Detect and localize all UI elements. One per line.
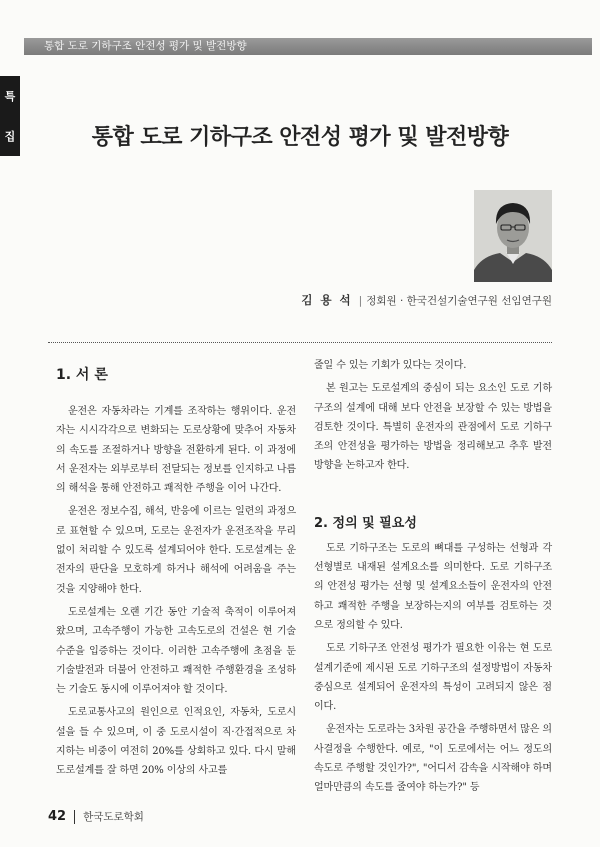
page-title: 통합 도로 기하구조 안전성 평가 및 발전방향 [91, 125, 509, 150]
section-divider [48, 342, 552, 343]
paragraph: 도로 기하구조는 도로의 뼈대를 구성하는 선형과 각 선형별로 내재된 설계요소를 의미한다. 도로 기하구조의 안전성 평가는 선형 및 설계요소들이 운전자의 안전하고 쾌적한 주행을 보장하는지의 여부를 검토하는 것으로 정의할 수 있다. [314, 542, 552, 631]
footer-divider [74, 810, 75, 824]
page-footer [48, 809, 144, 824]
portrait-icon [474, 190, 552, 282]
author-name: 김 용 석 [301, 293, 353, 307]
left-column [56, 356, 296, 785]
paragraph: 운전자는 도로라는 3차원 공간을 주행하면서 많은 의사결정을 수행한다. 예로, "이 도로에서는 어느 정도의 속도로 주행할 것인가?", "어디서 감속을 시작해야 하며 얼마만큼의 속도를 줄여야 하는가?" 등 [314, 724, 552, 794]
section-heading-introduction: 1. 서 론 [56, 367, 108, 383]
publisher-name: 한국도로학회 [83, 811, 144, 823]
paragraph: 도로교통사고의 원인으로 인적요인, 자동차, 도로시설을 들 수 있으며, 이 중 도로시설이 직·간접적으로 차지하는 비중이 여전히 20%를 상회하고 있다. 다시 말해 도로설계를 잘 하면 20% 이상의 사고를 [56, 707, 296, 777]
right-column [314, 356, 552, 802]
byline-divider: | [358, 295, 363, 307]
author-byline [301, 292, 552, 308]
section-tab-char: 특 [4, 90, 16, 103]
paragraph: 도로설계는 오랜 기간 동안 기술적 축적이 이루어져 왔으며, 고속주행이 가능한 고속도로의 건설은 현 기술수준을 입증하는 것이다. 이러한 고속주행에 초점을 둔 기술발전과 더불어 안전하고 쾌적한 주행환경을 조성하는 기술도 동시에 이루어져야 할 것이다. [56, 606, 296, 696]
paragraph: 줄일 수 있는 기회가 있다는 것이다. [314, 360, 467, 371]
page-number: 42 [48, 809, 67, 824]
section-tab-char: 집 [4, 130, 16, 143]
paragraph: 운전은 자동차라는 기계를 조작하는 행위이다. 운전자는 시시각각으로 변화되는 도로상황에 맞추어 자동차의 속도를 조절하거나 방향을 전환하게 된다. 이 과정에서 운전자는 외부로부터 전달되는 정보를 인지하고 나름의 해석을 통해 안전하고 쾌적한 주행을 이어 나간다. [56, 406, 296, 495]
paragraph: 운전은 정보수집, 해석, 반응에 이르는 일련의 과정으로 표현할 수 있으며, 도로는 운전자가 운전조작을 무리없이 처리할 수 있도록 설계되어야 한다. 도로설계는 운전자의 판단을 모호하게 하거나 해석에 어려움을 주는 것을 지양해야 한다. [56, 506, 296, 595]
paragraph: 도로 기하구조 안전성 평가가 필요한 이유는 현 도로설계기준에 제시된 도로 기하구조의 설정방법이 자동차 중심으로 설계되어 운전자의 특성이 고려되지 않은 점이다. [314, 643, 552, 713]
section-heading-definition: 2. 정의 및 필요성 [314, 515, 417, 531]
spacer [314, 480, 552, 506]
author-photo [474, 190, 552, 282]
paragraph: 본 원고는 도로설계의 중심이 되는 요소인 도로 기하구조의 설계에 대해 보다 안전을 보장할 수 있는 방법을 검토한 것이다. 특별히 운전자의 관점에서 도로 기하구조의 안전성을 평가하는 방법을 정리해보고 추후 발전방향을 논하고자 한다. [314, 383, 552, 472]
author-affiliation: 정회원 · 한국건설기술연구원 선임연구원 [366, 295, 552, 307]
running-header: 통합 도로 기하구조 안전성 평가 및 발전방향 [24, 38, 592, 55]
